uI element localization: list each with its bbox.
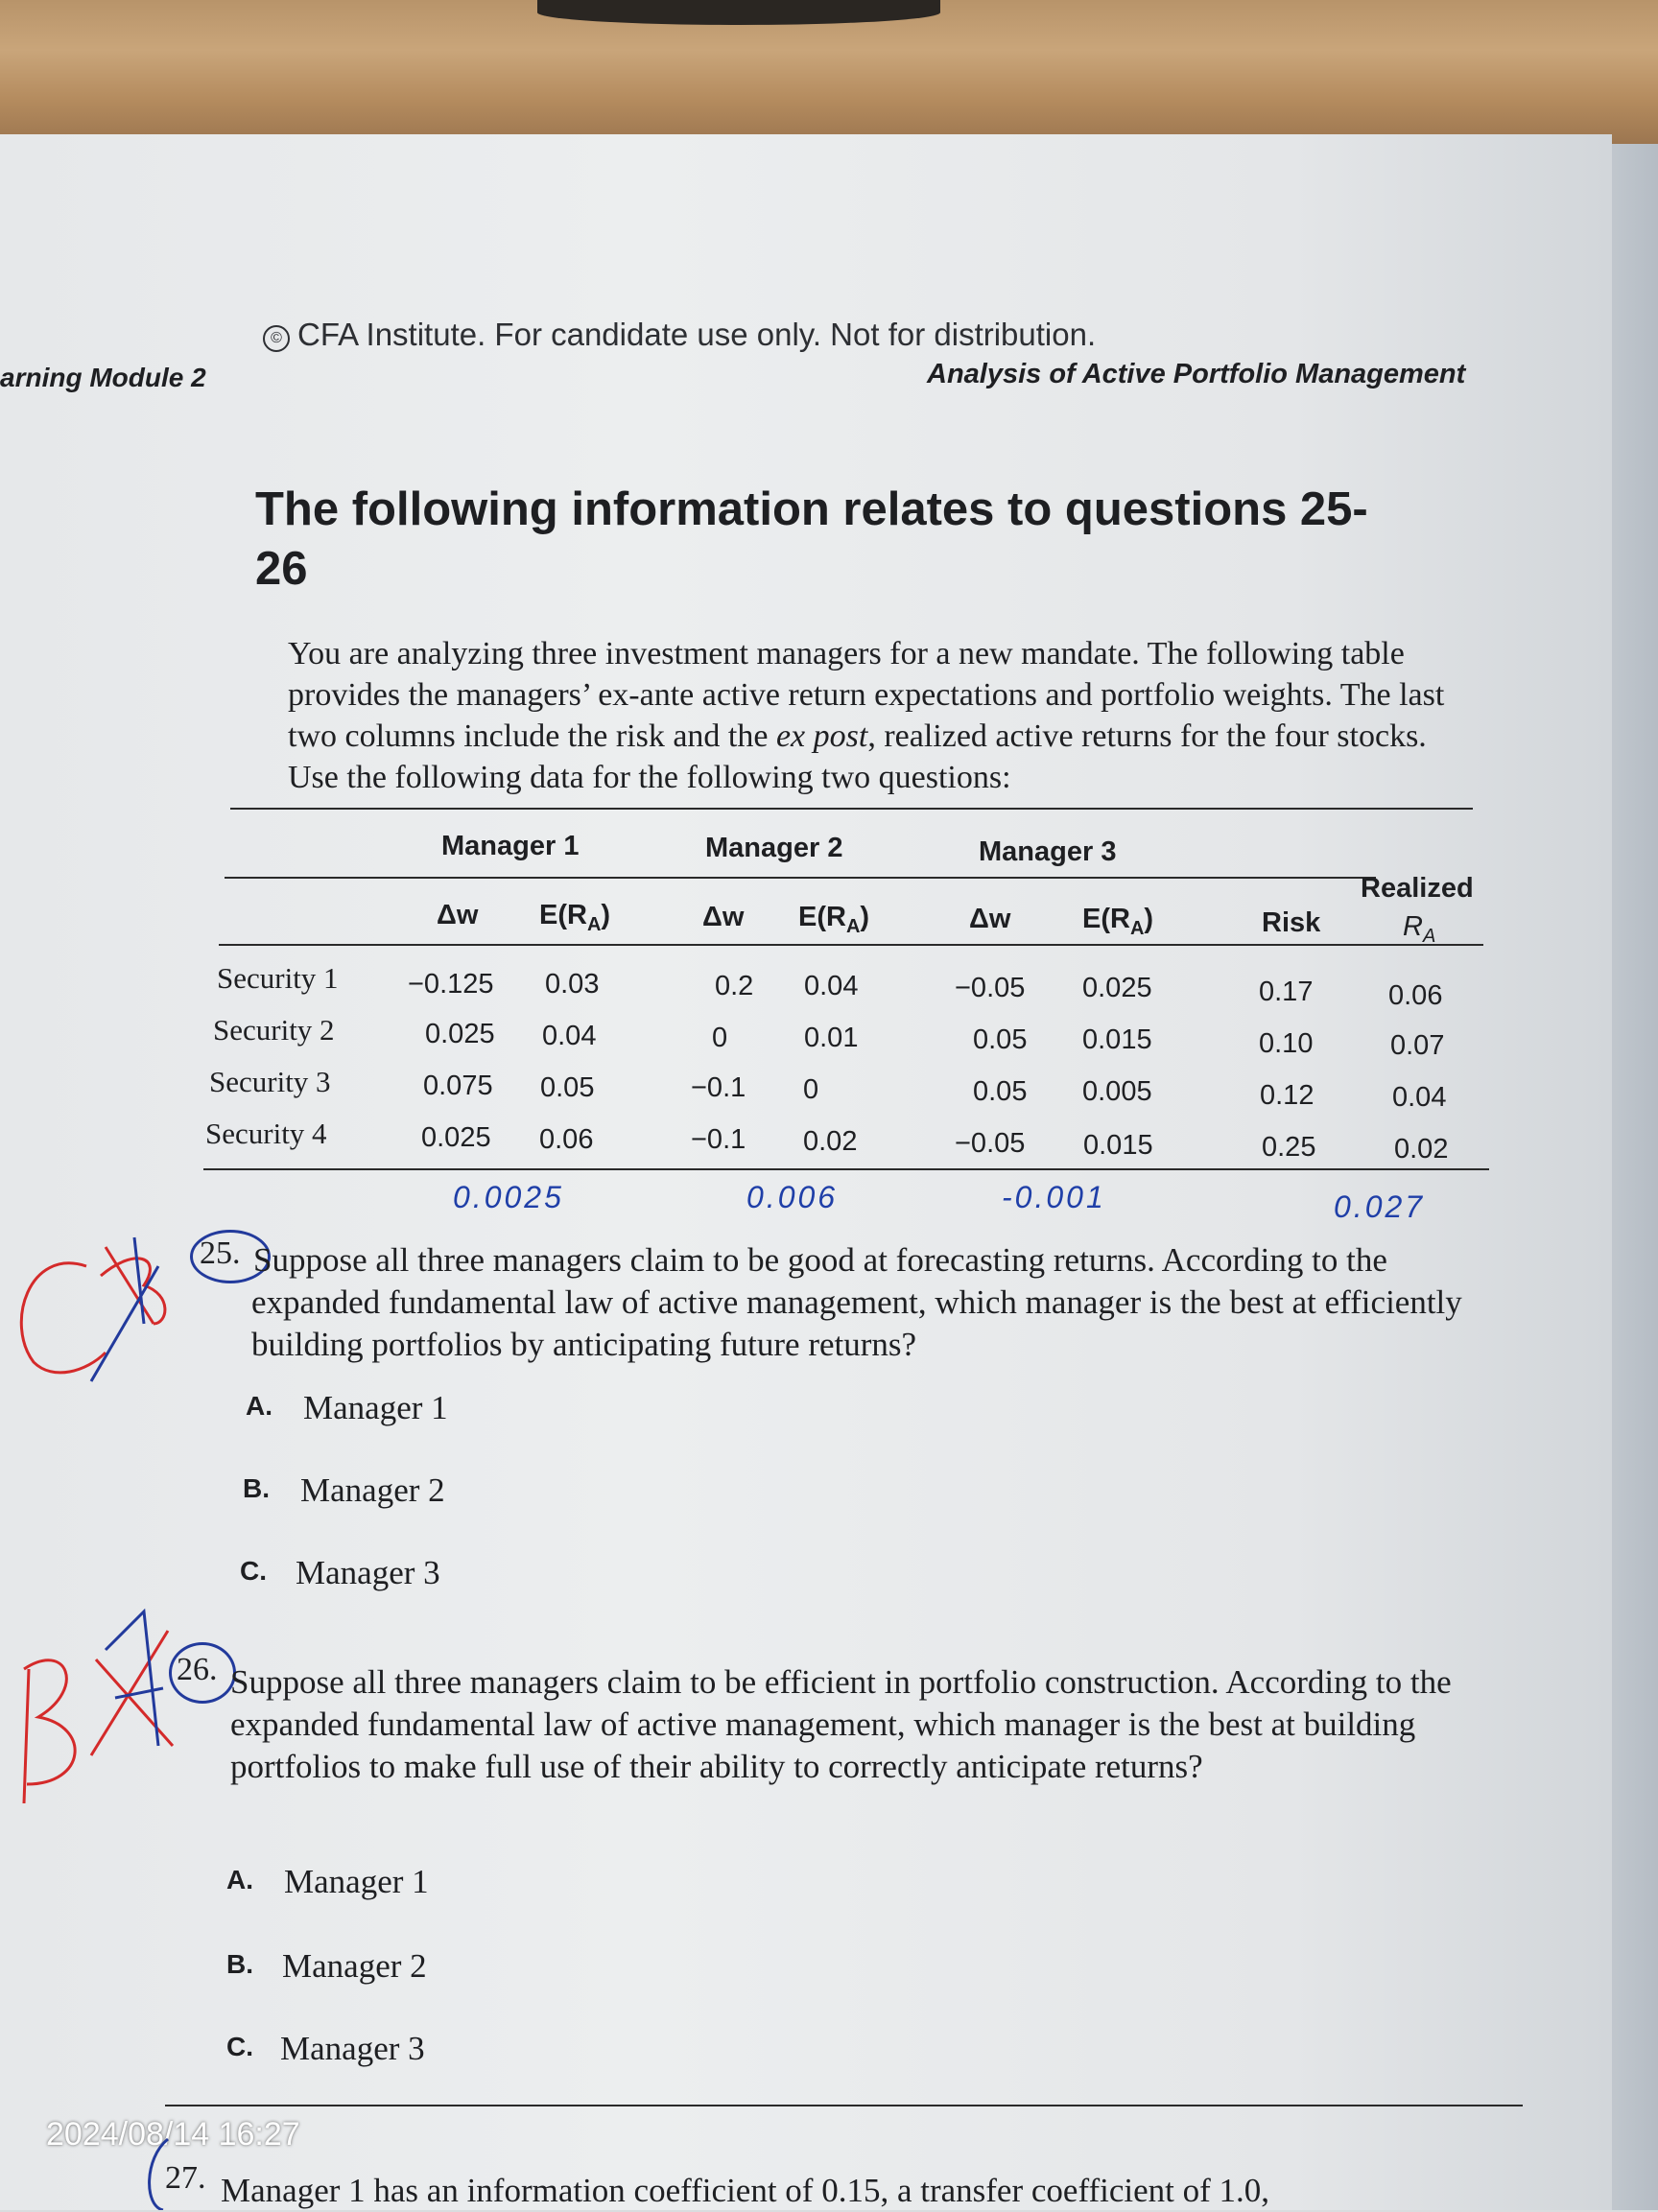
question-26-option-a-letter: A. — [226, 1865, 253, 1894]
question-26-option-c[interactable]: Manager 3 — [280, 2030, 425, 2067]
question-25-option-a[interactable]: Manager 1 — [303, 1389, 448, 1426]
table-cell: 0.02 — [803, 1126, 858, 1157]
row-label-security-2: Security 2 — [213, 1013, 335, 1047]
section-heading: The following information relates to questions 25-26 — [255, 483, 1368, 595]
table-cell: 0.25 — [1262, 1132, 1316, 1163]
table-cell: 0.05 — [540, 1072, 595, 1103]
table-cell: 0.06 — [539, 1124, 594, 1155]
copyright-text: CFA Institute. For candidate use only. Not for distribution. — [297, 317, 1097, 352]
table-cell: 0.015 — [1083, 1130, 1153, 1161]
question-26-option-b[interactable]: Manager 2 — [282, 1947, 427, 1985]
question-27-text: Manager 1 has an information coefficient of 0.15, a transfer coefficient of 1.0, — [221, 2172, 1270, 2209]
table-cell: 0.04 — [804, 971, 859, 1001]
intro-text-2: , realized active returns for the four stocks. Use the following data for the following two questions: — [288, 718, 1427, 795]
m1-dw-header: Δw — [437, 900, 479, 930]
manager-1-header: Manager 1 — [441, 831, 580, 861]
module-label: arning Module 2 — [0, 363, 206, 392]
table-cell: 0.12 — [1260, 1080, 1315, 1111]
question-26-text: Suppose all three managers claim to be efficient in portfolio construction. According to the expanded fundamental law of active management, which manager is the best at building portfolios to make full use of their ability to correctly anticipate returns? — [230, 1663, 1452, 1785]
m1-era-header: $E(R_A)$ — [539, 900, 611, 935]
ra-header: $R_A$ — [1403, 911, 1436, 947]
table-cell: −0.1 — [691, 1072, 746, 1103]
table-cell: 0.025 — [425, 1019, 495, 1049]
question-26-option-a[interactable]: Manager 1 — [284, 1863, 429, 1900]
table-cell: 0.05 — [973, 1076, 1028, 1107]
question-25-text: Suppose all three managers claim to be good at forecasting returns. According to the expanded fundamental law of active management, which manager is the best at efficiently building portfolios by anticipating future returns? — [251, 1241, 1462, 1363]
row-label-security-4: Security 4 — [205, 1117, 327, 1150]
handwritten-total-m3: -0.001 — [1002, 1180, 1106, 1214]
intro-emphasis: ex post — [775, 718, 868, 754]
copyright-icon: © — [263, 325, 290, 352]
table-cell: 0.10 — [1259, 1028, 1314, 1059]
m3-dw-header: Δw — [969, 904, 1011, 934]
m2-dw-header: Δw — [702, 902, 745, 932]
handwritten-total-ra: 0.027 — [1334, 1189, 1426, 1224]
question-25-option-a-letter: A. — [246, 1391, 272, 1421]
table-cell: −0.125 — [408, 969, 494, 1000]
table-cell: 0.04 — [1392, 1082, 1447, 1113]
table-cell: 0 — [803, 1074, 819, 1105]
question-25-option-b-letter: B. — [243, 1473, 270, 1503]
row-label-security-1: Security 1 — [217, 961, 339, 995]
question-26-number: 26. — [177, 1652, 218, 1687]
m2-era-header: $E(R_A)$ — [798, 902, 870, 937]
table-cell: −0.1 — [691, 1124, 746, 1155]
table-cell: 0.05 — [973, 1024, 1028, 1055]
table-cell: 0 — [712, 1023, 728, 1053]
handwritten-total-m2: 0.006 — [746, 1180, 839, 1214]
manager-2-header: Manager 2 — [705, 833, 843, 863]
blue-circle-q27 — [150, 2139, 168, 2210]
blue-x-mark-q25 — [91, 1237, 158, 1381]
question-26-option-b-letter: B. — [226, 1949, 253, 1979]
table-cell: 0.06 — [1388, 980, 1443, 1011]
manager-3-header: Manager 3 — [979, 836, 1117, 867]
red-c-mark-q25 — [21, 1263, 106, 1373]
table-cell: 0.01 — [804, 1023, 859, 1053]
question-25-number: 25. — [200, 1235, 241, 1271]
photo-timestamp: 2024/08/14 16:27 — [46, 2116, 300, 2153]
question-27-number: 27. — [165, 2160, 206, 2196]
risk-header: Risk — [1262, 907, 1321, 938]
table-cell: 0.07 — [1390, 1030, 1445, 1061]
table-cell: 0.005 — [1082, 1076, 1152, 1107]
table-cell: 0.2 — [715, 971, 754, 1001]
question-25-option-c-letter: C. — [240, 1556, 267, 1586]
table-cell: 0.025 — [1082, 973, 1152, 1003]
table-cell: 0.04 — [542, 1021, 597, 1051]
m3-era-header: $E(R_A)$ — [1082, 904, 1154, 939]
question-25-option-b[interactable]: Manager 2 — [300, 1471, 445, 1509]
realized-header: Realized — [1361, 873, 1474, 904]
red-b-mark-q26 — [24, 1660, 75, 1803]
table-cell: −0.05 — [955, 973, 1026, 1003]
chapter-title: Analysis of Active Portfolio Management — [927, 359, 1466, 389]
handwritten-total-m1: 0.0025 — [453, 1180, 564, 1214]
table-cell: 0.015 — [1082, 1024, 1152, 1055]
table-cell: 0.025 — [421, 1122, 491, 1153]
intro-text-1: You are analyzing three investment managers for a new mandate. The following table provides the managers’ ex-ante active return expectations and portfolio weights. The last two columns include the risk and the — [288, 636, 1445, 754]
row-label-security-3: Security 3 — [209, 1065, 331, 1098]
table-cell: 0.03 — [545, 969, 600, 1000]
question-26-option-c-letter: C. — [226, 2032, 253, 2061]
table-cell: 0.075 — [423, 1071, 493, 1101]
table-cell: 0.02 — [1394, 1134, 1449, 1165]
table-cell: −0.05 — [955, 1128, 1026, 1159]
question-25-option-c[interactable]: Manager 3 — [296, 1554, 440, 1591]
table-cell: 0.17 — [1259, 977, 1314, 1007]
